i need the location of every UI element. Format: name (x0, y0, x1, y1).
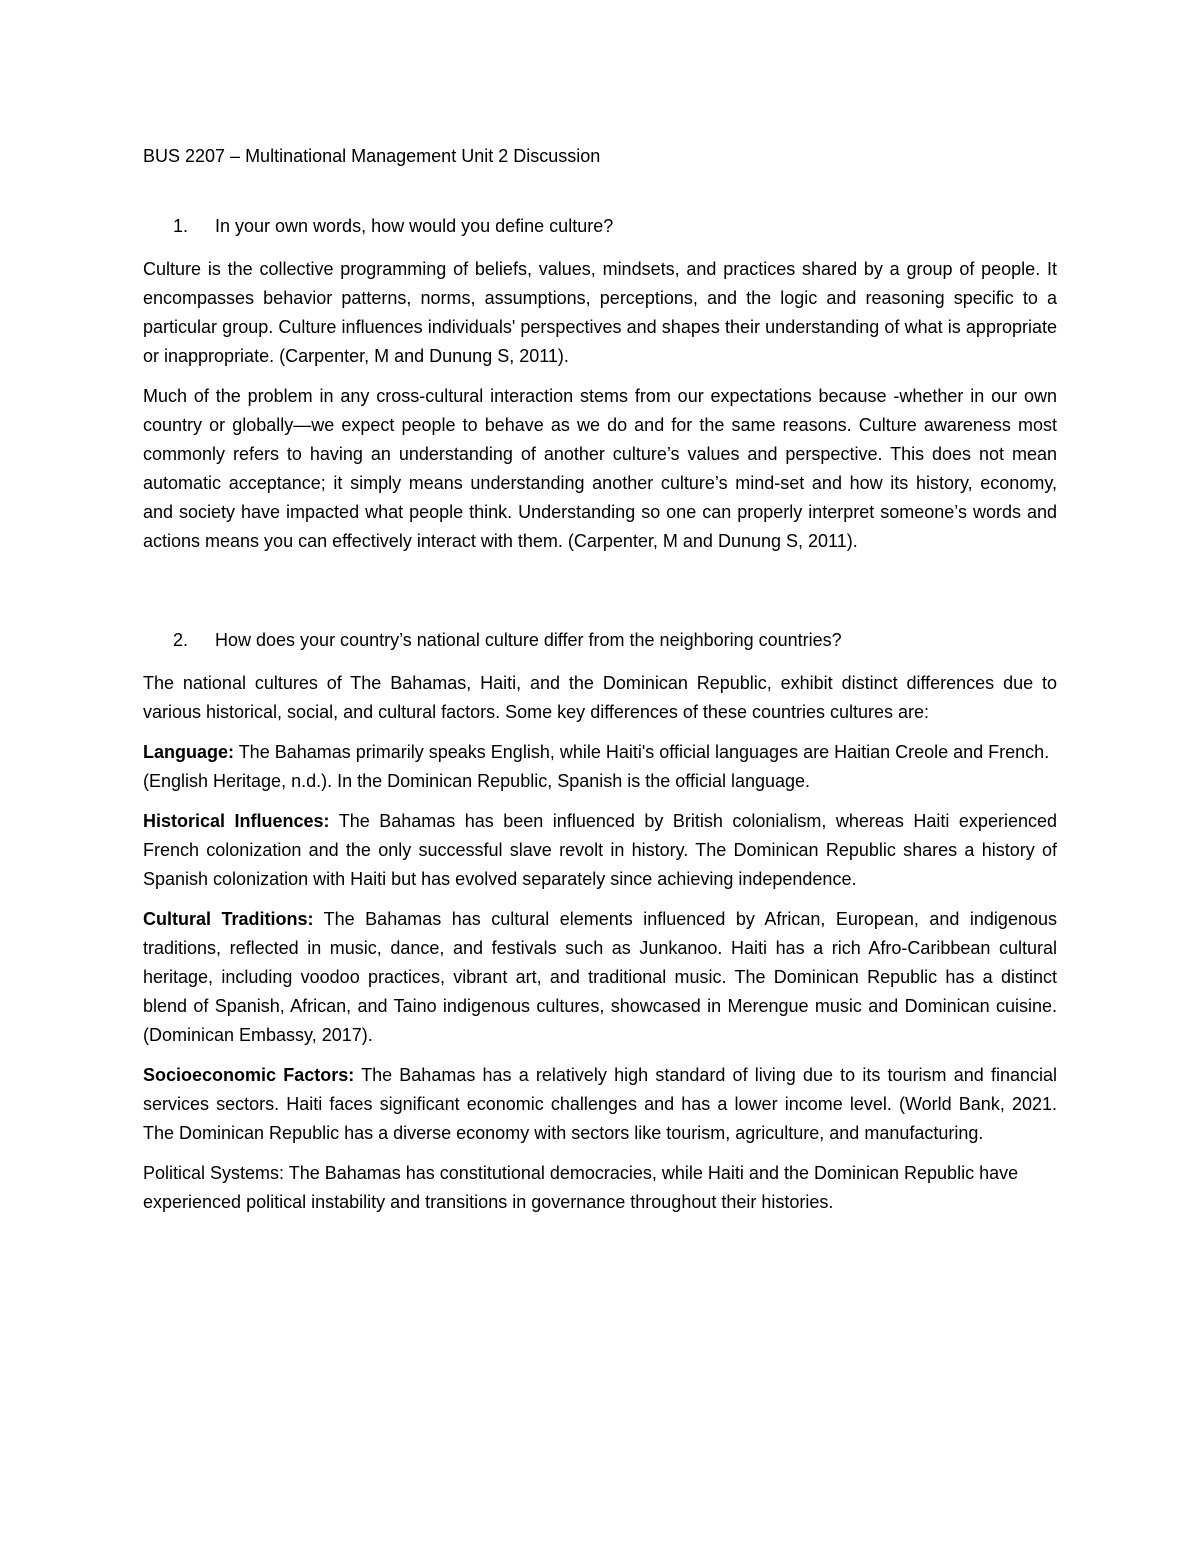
socioeconomic-factors-text: The Bahamas has a relatively high standard of living due to its tourism and financial services sectors. Haiti faces significant economic challenges and has a lower income level. (World Bank, 2021. The Dominican Republic has a diverse economy with sectors like tourism, agriculture, and manufacturing. (143, 1065, 1057, 1143)
question-1 (143, 212, 1057, 241)
language-text: The Bahamas primarily speaks English, while Haiti's official languages are Haitian Creole and French. (English Heritage, n.d.). In the Dominican Republic, Spanish is the official language. (143, 742, 1050, 791)
political-systems-paragraph: Political Systems: The Bahamas has constitutional democracies, while Haiti and the Dominican Republic have experienced political instability and transitions in governance throughout their histories. (143, 1163, 1019, 1212)
cultural-traditions-label: Cultural Traditions: (143, 909, 314, 929)
historical-influences-label: Historical Influences: (143, 811, 330, 831)
socioeconomic-factors-paragraph (143, 1061, 1057, 1148)
question-1-text: In your own words, how would you define culture? (215, 216, 614, 236)
language-label: Language: (143, 742, 235, 762)
answer-2-intro: The national cultures of The Bahamas, Haiti, and the Dominican Republic, exhibit distinct differences due to various historical, social, and cultural factors. Some key differences of these countries cultures are: (143, 673, 1057, 722)
question-2-number: 2. (173, 630, 189, 650)
answer-1-paragraph-2: Much of the problem in any cross-cultural interaction stems from our expectations because -whether in our own country or globally—we expect people to behave as we do and for the same reasons. Culture awareness most commonly refers to having an understanding of another culture’s values and perspective. This does not mean automatic acceptance; it simply means understanding another culture’s mind-set and how its history, economy, and society have impacted what people think. Understanding so one can properly interpret someone’s words and actions means you can effectively interact with them. (Carpenter, M and Dunung S, 2011). (143, 386, 1057, 551)
question-2-text: How does your country’s national culture differ from the neighboring countries? (215, 630, 842, 650)
question-2 (143, 626, 1057, 655)
historical-influences-text: The Bahamas has been influenced by British colonialism, whereas Haiti experienced French colonization and the only successful slave revolt in history. The Dominican Republic shares a history of Spanish colonization with Haiti but has evolved separately since achieving independence. (143, 811, 1057, 889)
document-page (143, 140, 1057, 1228)
cultural-traditions-paragraph (143, 905, 1057, 1050)
cultural-traditions-text: The Bahamas has cultural elements influenced by African, European, and indigenous traditions, reflected in music, dance, and festivals such as Junkanoo. Haiti has a rich Afro-Caribbean cultural heritage, including voodoo practices, vibrant art, and traditional music. The Dominican Republic has a distinct blend of Spanish, African, and Taino indigenous cultures, showcased in Merengue music and Dominican cuisine. (Dominican Embassy, 2017). (143, 909, 1057, 1045)
answer-1-paragraph-1: Culture is the collective programming of beliefs, values, mindsets, and practices shared by a group of people. It encompasses behavior patterns, norms, assumptions, perceptions, and the logic and reasoning specific to a particular group. Culture influences individuals' perspectives and shapes their understanding of what is appropriate or inappropriate. (Carpenter, M and Dunung S, 2011). (143, 259, 1057, 366)
socioeconomic-factors-label: Socioeconomic Factors: (143, 1065, 355, 1085)
question-1-number: 1. (173, 216, 189, 236)
language-paragraph (143, 738, 1057, 796)
historical-influences-paragraph (143, 807, 1057, 894)
document-title: BUS 2207 – Multinational Management Unit 2 Discussion (143, 146, 601, 166)
